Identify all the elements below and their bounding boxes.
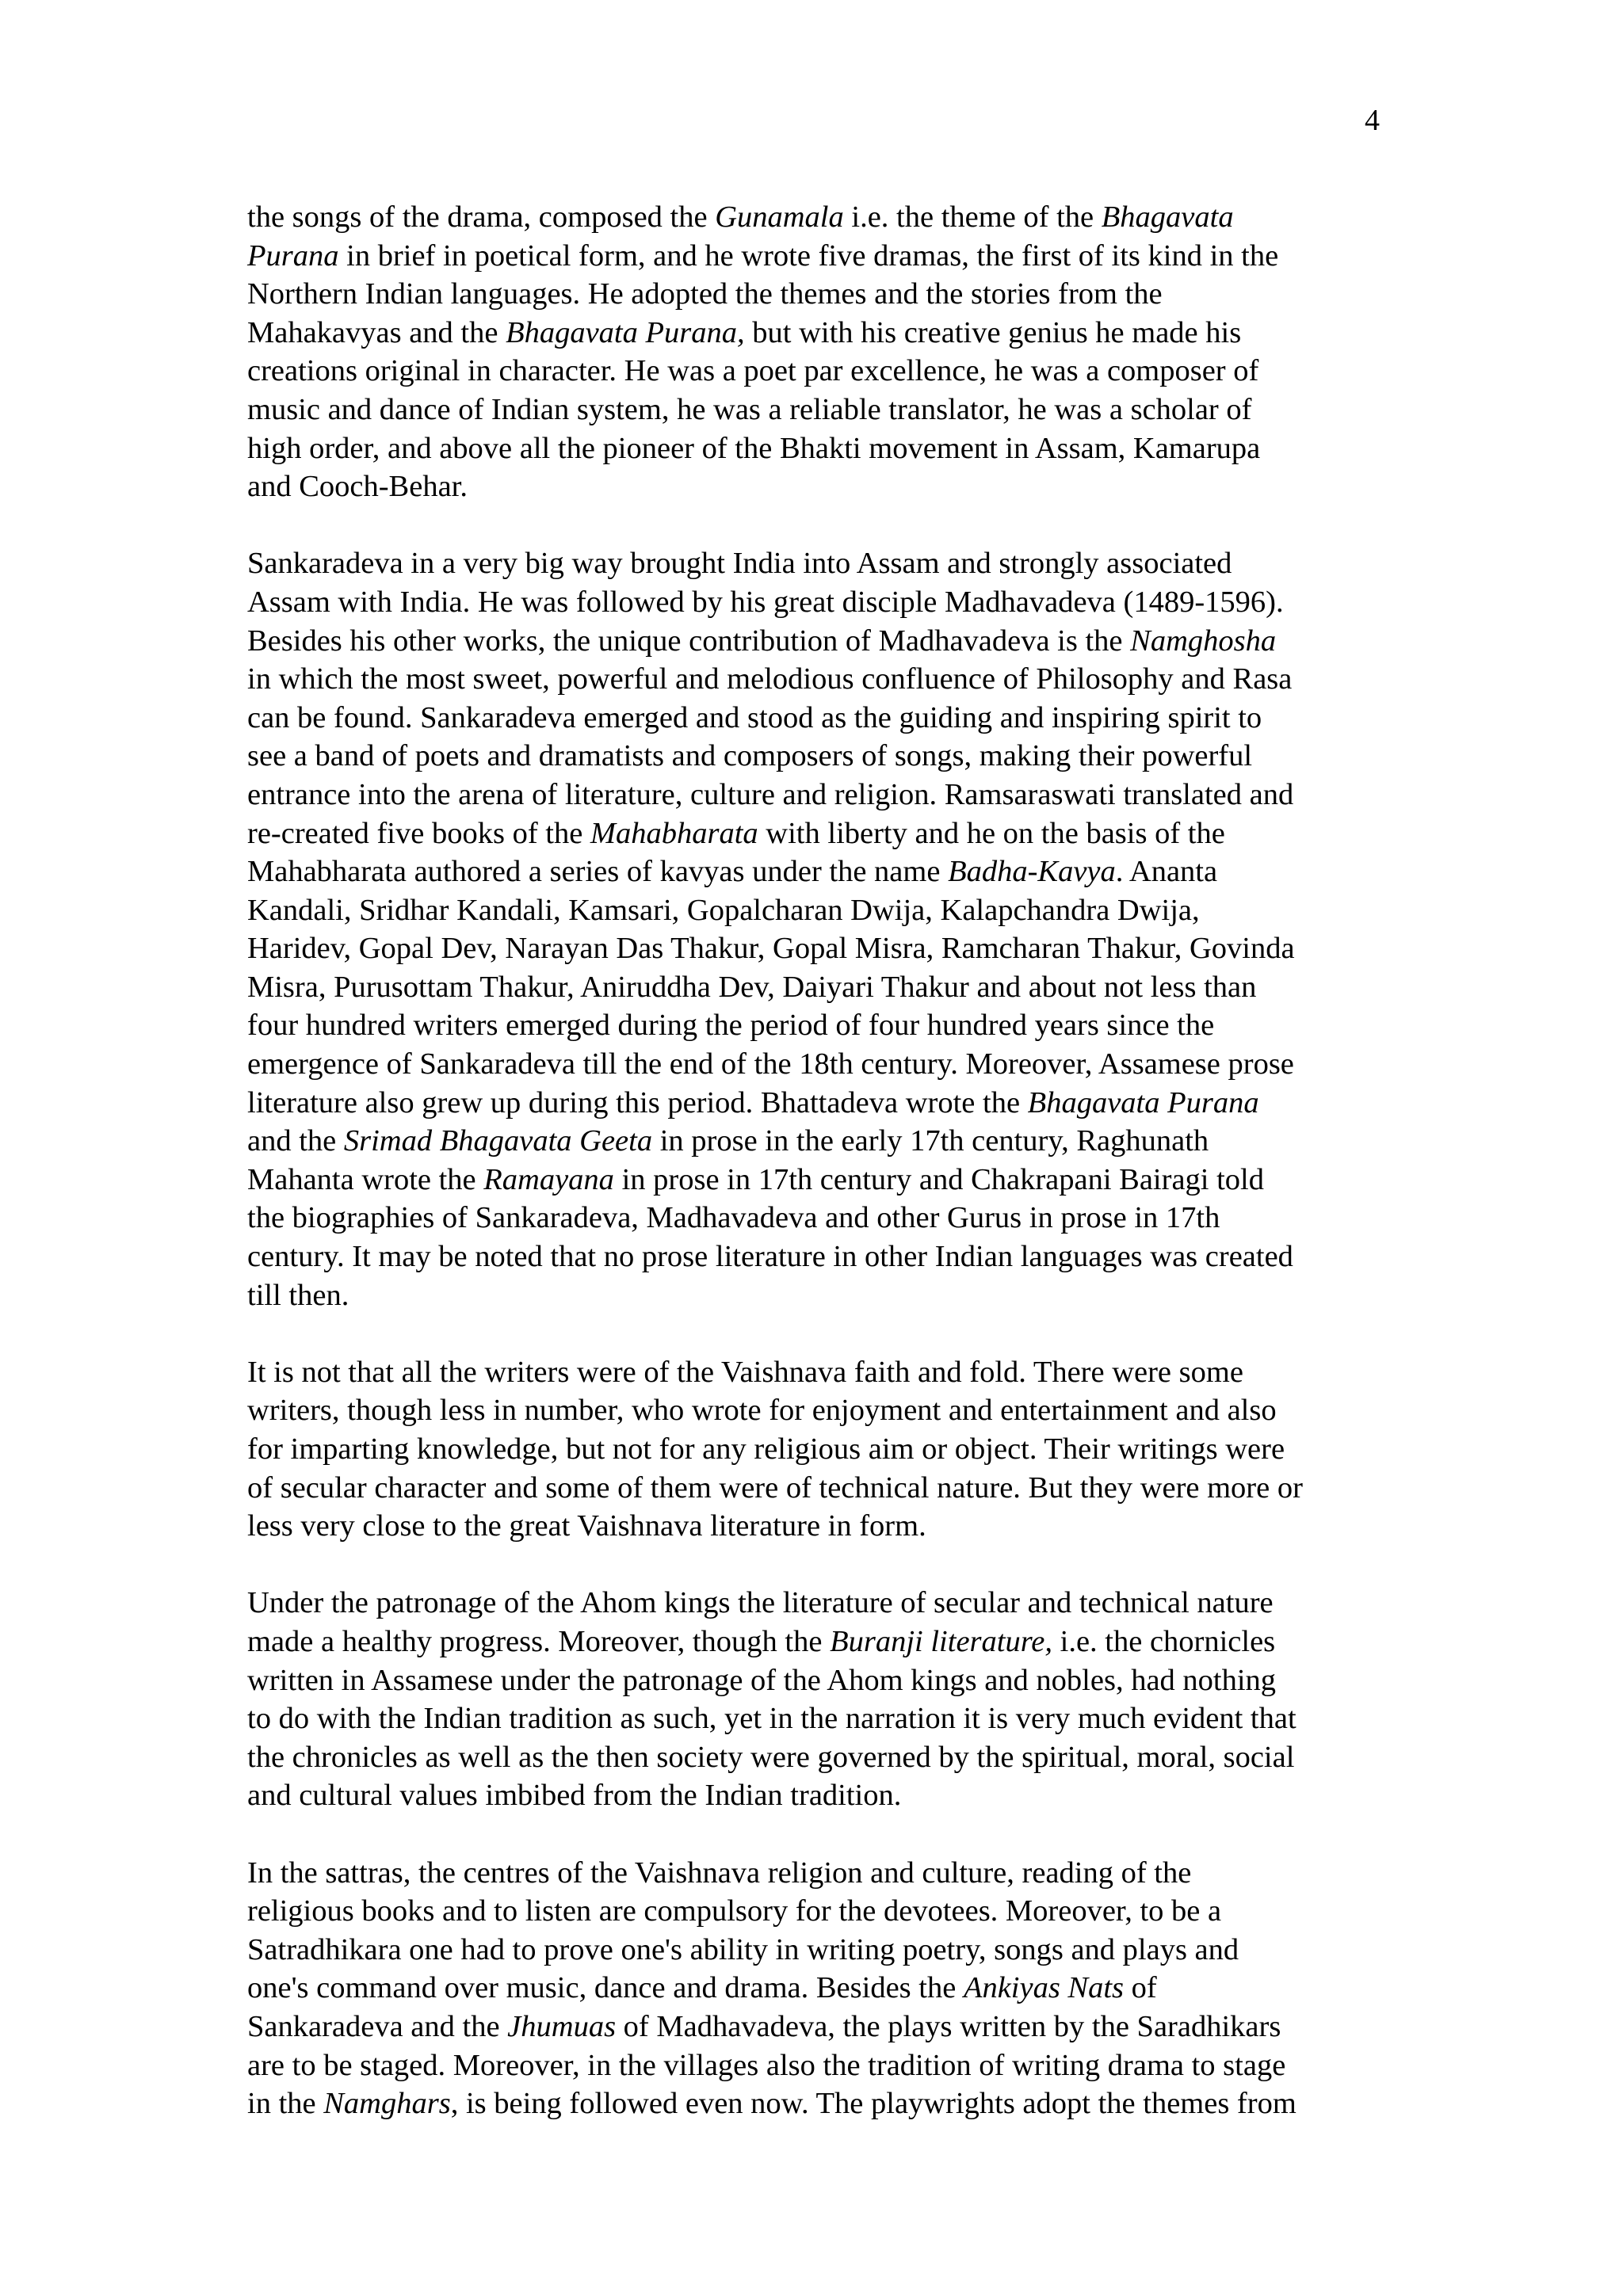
text-segment: creations original in character. He was a poet par excellence, he was a composer of bbox=[247, 354, 1259, 388]
italic-text: Srimad Bhagavata Geeta bbox=[343, 1124, 653, 1158]
text-line bbox=[247, 1045, 1404, 1084]
text-segment: of bbox=[1124, 1971, 1157, 2005]
text-segment: and cultural values imbibed from the Indian tradition. bbox=[247, 1779, 902, 1813]
text-line bbox=[247, 1507, 1404, 1546]
text-line bbox=[247, 968, 1404, 1007]
text-line bbox=[247, 814, 1404, 853]
text-segment: less very close to the great Vaishnava literature in form. bbox=[247, 1509, 926, 1543]
italic-text: Buranji literature, bbox=[830, 1624, 1052, 1658]
text-line bbox=[247, 1238, 1404, 1276]
text-line bbox=[247, 1738, 1404, 1777]
text-segment: of secular character and some of them were of technical nature. But they were more or bbox=[247, 1470, 1303, 1505]
text-line bbox=[247, 1854, 1404, 1893]
text-line bbox=[247, 1006, 1404, 1045]
text-segment: can be found. Sankaradeva emerged and stood as the guiding and inspiring spirit to bbox=[247, 700, 1262, 734]
text-segment: Sankaradeva and the bbox=[247, 2009, 508, 2043]
text-segment: Haridev, Gopal Dev, Narayan Das Thakur, Gopal Misra, Ramcharan Thakur, Govinda bbox=[247, 932, 1295, 966]
text-segment: and the bbox=[247, 1124, 344, 1158]
text-segment: i.e. the chornicles bbox=[1052, 1624, 1276, 1658]
text-segment: till then. bbox=[247, 1278, 349, 1312]
text-segment: century. It may be noted that no prose literature in other Indian languages was created bbox=[247, 1240, 1293, 1274]
text-segment: Misra, Purusottam Thakur, Aniruddha Dev, Daiyari Thakur and about not less than bbox=[247, 970, 1257, 1004]
text-line bbox=[247, 1469, 1404, 1508]
text-line bbox=[247, 2084, 1404, 2123]
text-line bbox=[247, 622, 1404, 661]
text-segment: Kandali, Sridhar Kandali, Kamsari, Gopalcharan Dwija, Kalapchandra Dwija, bbox=[247, 893, 1200, 927]
text-segment: the chronicles as well as the then society were governed by the spiritual, moral, social bbox=[247, 1740, 1295, 1774]
page-number: 4 bbox=[1365, 104, 1380, 137]
text-segment: in brief in poetical form, and he wrote five dramas, the first of its kind in the bbox=[338, 238, 1279, 273]
text-line bbox=[247, 429, 1404, 468]
text-line bbox=[247, 198, 1404, 237]
text-segment: made a healthy progress. Moreover, though the bbox=[247, 1624, 831, 1658]
text-segment: In the sattras, the centres of the Vaishnava religion and culture, reading of the bbox=[247, 1855, 1192, 1890]
text-line bbox=[247, 776, 1404, 814]
text-segment: entrance into the arena of literature, culture and religion. Ramsaraswati translated and bbox=[247, 777, 1294, 811]
text-segment: in prose in 17th century and Chakrapani Bairagi told bbox=[613, 1162, 1264, 1196]
italic-text: Jhumuas bbox=[507, 2009, 617, 2043]
text-line bbox=[247, 1969, 1404, 2008]
text-segment: in the bbox=[247, 2087, 324, 2121]
text-line bbox=[247, 1391, 1404, 1430]
text-line bbox=[247, 1122, 1404, 1161]
text-line bbox=[247, 1199, 1404, 1238]
italic-text: Bhagavata bbox=[1101, 200, 1234, 234]
text-segment: Mahabharata authored a series of kavyas under the name bbox=[247, 855, 949, 889]
text-line bbox=[247, 2008, 1404, 2046]
text-segment: re-created five books of the bbox=[247, 816, 590, 850]
italic-text: Purana bbox=[247, 238, 339, 273]
text-segment: are to be staged. Moreover, in the villages also the tradition of writing drama to stage bbox=[247, 2048, 1286, 2082]
document-body bbox=[247, 198, 1404, 2161]
italic-text: Ramayana bbox=[483, 1162, 614, 1196]
text-segment: high order, and above all the pioneer of the Bhakti movement in Assam, Kamarupa bbox=[247, 431, 1261, 465]
text-line bbox=[247, 1892, 1404, 1931]
italic-text: Bhagavata Purana, bbox=[506, 315, 745, 349]
text-segment: written in Assamese under the patronage of the Ahom kings and nobles, had nothing bbox=[247, 1663, 1277, 1697]
paragraph bbox=[247, 1353, 1404, 1546]
text-line bbox=[247, 467, 1404, 506]
text-line bbox=[247, 1931, 1404, 1970]
text-segment: music and dance of Indian system, he was a reliable translator, he was a scholar of bbox=[247, 392, 1252, 426]
text-line bbox=[247, 1084, 1404, 1123]
text-line bbox=[247, 1623, 1404, 1661]
italic-text: Bhagavata Purana bbox=[1027, 1085, 1259, 1119]
text-line bbox=[247, 237, 1404, 276]
paragraph bbox=[247, 198, 1404, 506]
text-line bbox=[247, 660, 1404, 699]
italic-text: Ankiyas Nats bbox=[963, 1971, 1125, 2005]
text-segment: in which the most sweet, powerful and melodious confluence of Philosophy and Rasa bbox=[247, 662, 1293, 696]
text-line bbox=[247, 391, 1404, 429]
text-line bbox=[247, 1353, 1404, 1392]
text-segment: Sankaradeva in a very big way brought India into Assam and strongly associated bbox=[247, 547, 1232, 581]
italic-text: Badha-Kavya bbox=[948, 855, 1116, 889]
text-line bbox=[247, 1584, 1404, 1623]
text-line bbox=[247, 1161, 1404, 1199]
text-segment: Satradhikara one had to prove one's ability in writing poetry, songs and plays and bbox=[247, 1932, 1239, 1966]
text-segment: Besides his other works, the unique contribution of Madhavadeva is the bbox=[247, 624, 1131, 658]
text-segment: literature also grew up during this period. Bhattadeva wrote the bbox=[247, 1085, 1028, 1119]
text-line bbox=[247, 737, 1404, 776]
text-segment: for imparting knowledge, but not for any religious aim or object. Their writings were bbox=[247, 1432, 1285, 1466]
text-line bbox=[247, 699, 1404, 738]
text-segment: and Cooch-Behar. bbox=[247, 470, 468, 504]
text-segment: but with his creative genius he made his bbox=[744, 315, 1242, 349]
text-segment: see a band of poets and dramatists and composers of songs, making their powerful bbox=[247, 739, 1253, 773]
text-segment: i.e. the theme of the bbox=[843, 200, 1102, 234]
text-line bbox=[247, 314, 1404, 353]
text-line bbox=[247, 1661, 1404, 1700]
italic-text: Namghars bbox=[323, 2087, 451, 2121]
paragraph bbox=[247, 544, 1404, 1314]
text-segment: in prose in the early 17th century, Raghunath bbox=[652, 1124, 1209, 1158]
text-segment: with liberty and he on the basis of the bbox=[758, 816, 1225, 850]
text-segment: . Ananta bbox=[1115, 855, 1218, 889]
text-segment: emergence of Sankaradeva till the end of the 18th century. Moreover, Assamese prose bbox=[247, 1047, 1294, 1081]
text-segment: Northern Indian languages. He adopted the themes and the stories from the bbox=[247, 277, 1163, 311]
text-line bbox=[247, 929, 1404, 968]
text-line bbox=[247, 1699, 1404, 1738]
text-segment: four hundred writers emerged during the period of four hundred years since the bbox=[247, 1009, 1215, 1043]
text-segment: writers, though less in number, who wrote for enjoyment and entertainment and also bbox=[247, 1394, 1277, 1428]
paragraph bbox=[247, 1584, 1404, 1815]
italic-text: Mahabharata bbox=[590, 816, 758, 850]
text-segment: Assam with India. He was followed by his great disciple Madhavadeva (1489-1596). bbox=[247, 585, 1284, 619]
text-segment: Under the patronage of the Ahom kings the literature of secular and technical nature bbox=[247, 1586, 1274, 1620]
text-line bbox=[247, 2046, 1404, 2085]
text-line bbox=[247, 1776, 1404, 1815]
text-segment: , is being followed even now. The playwrights adopt the themes from bbox=[450, 2087, 1296, 2121]
text-segment: Mahanta wrote the bbox=[247, 1162, 484, 1196]
italic-text: Namghosha bbox=[1130, 624, 1277, 658]
text-line bbox=[247, 891, 1404, 930]
text-line bbox=[247, 275, 1404, 314]
text-segment: to do with the Indian tradition as such, yet in the narration it is very much evident that bbox=[247, 1702, 1296, 1736]
text-segment: one's command over music, dance and drama. Besides the bbox=[247, 1971, 964, 2005]
text-line bbox=[247, 583, 1404, 622]
text-segment: Mahakavyas and the bbox=[247, 315, 506, 349]
text-line bbox=[247, 352, 1404, 391]
paragraph bbox=[247, 1854, 1404, 2123]
text-line bbox=[247, 1276, 1404, 1315]
text-line bbox=[247, 544, 1404, 583]
text-line bbox=[247, 852, 1404, 891]
text-segment: of Madhavadeva, the plays written by the Saradhikars bbox=[616, 2009, 1281, 2043]
text-segment: religious books and to listen are compulsory for the devotees. Moreover, to be a bbox=[247, 1894, 1222, 1928]
text-segment: the songs of the drama, composed the bbox=[247, 200, 716, 234]
text-line bbox=[247, 1430, 1404, 1469]
italic-text: Gunamala bbox=[715, 200, 844, 234]
text-segment: It is not that all the writers were of the Vaishnava faith and fold. There were some bbox=[247, 1355, 1243, 1389]
text-segment: the biographies of Sankaradeva, Madhavadeva and other Gurus in prose in 17th bbox=[247, 1201, 1220, 1235]
